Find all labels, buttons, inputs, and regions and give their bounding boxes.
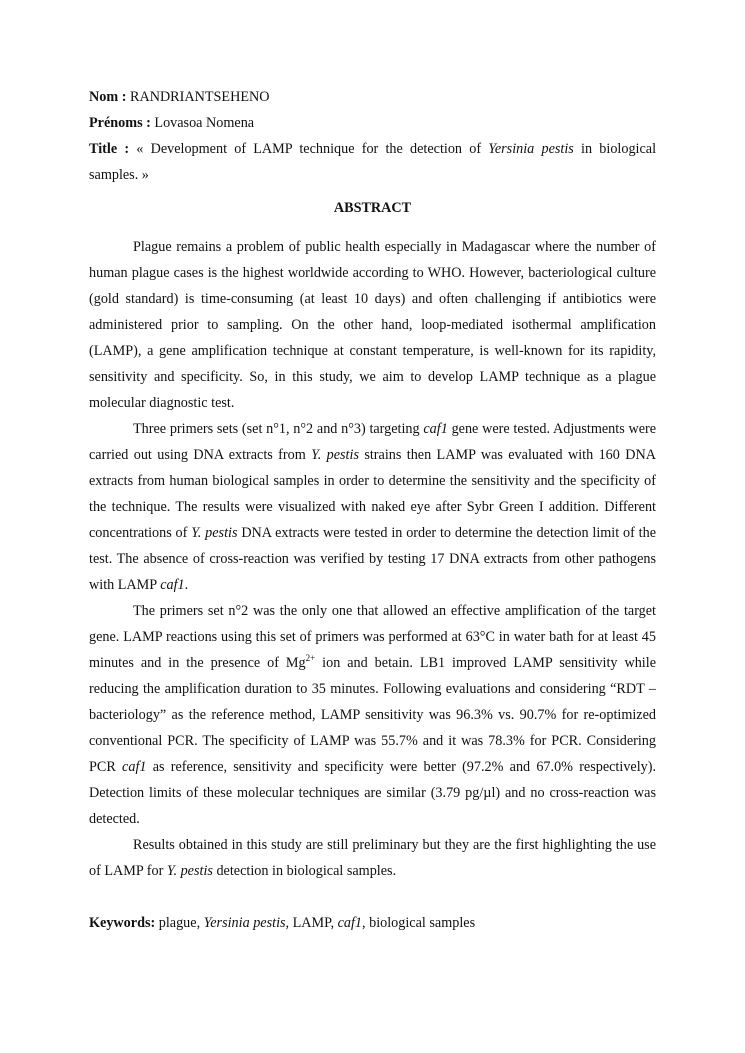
nom-line: [89, 84, 656, 110]
p2-species-1: Y. pestis: [311, 447, 359, 463]
p2-species-2: Y. pestis: [191, 525, 238, 541]
prenoms-line: [89, 110, 656, 136]
p2-gene-caf1-2: caf1: [160, 577, 185, 593]
keywords-label: Keywords:: [89, 915, 156, 931]
keyword-1: plague,: [158, 915, 201, 931]
title-label: Title :: [89, 141, 130, 157]
p2-text-a: Three primers sets (set n°1, n°2 and n°3) targeting: [133, 421, 420, 437]
p3-superscript: 2+: [305, 653, 316, 663]
prenoms-value: Lovasoa Nomena: [154, 115, 255, 131]
keyword-2: Yersinia pestis: [203, 915, 286, 931]
document-page: [89, 84, 656, 936]
abstract-heading: ABSTRACT: [333, 200, 412, 216]
prenoms-label: Prénoms :: [89, 115, 151, 131]
abstract-paragraph-3: [89, 598, 656, 832]
p4-text-b: detection in biological samples.: [216, 863, 397, 879]
keyword-3: , LAMP,: [285, 915, 335, 931]
p3-text-b: ion and betain. LB1 improved LAMP sensitivity while reducing the amplification duration to 35 minutes. Following evaluations and considering “RDT – bacteriology” as the reference method, LAMP sensitivity was 96.3% vs. 90.7% for re-optimized conventional PCR. The specificity of LAMP was 55.7% and it was 78.3% for PCR. Considering PCR: [89, 655, 656, 775]
keywords-line: [89, 910, 656, 936]
p2-text-e: .: [184, 577, 189, 593]
abstract-paragraph-4: [89, 832, 656, 884]
p4-text-a: Results obtained in this study are still preliminary but they are the first highlighting the use of LAMP for: [89, 837, 656, 879]
p3-gene-caf1: caf1: [122, 759, 147, 775]
keyword-4: caf1: [337, 915, 363, 931]
p2-gene-caf1: caf1: [423, 421, 448, 437]
title-line: [89, 136, 656, 188]
nom-value: RANDRIANTSEHENO: [129, 89, 270, 105]
p4-species: Y. pestis: [166, 863, 213, 879]
title-text-end: in biological samples. »: [89, 141, 657, 183]
p3-text-a: The primers set n°2 was the only one that allowed an effective amplification of the target gene. LAMP reactions using this set of primers was performed at 63°C in water bath for at least 45 minutes and in the presence of Mg: [89, 603, 656, 671]
keyword-5: , biological samples: [362, 915, 476, 931]
p2-text-b: gene were tested. Adjustments were carried out using DNA extracts from: [89, 421, 657, 463]
title-text-start: « Development of LAMP technique for the detection of: [136, 141, 482, 157]
nom-label: Nom :: [89, 89, 127, 105]
p1-text: Plague remains a problem of public health especially in Madagascar where the number of human plague cases is the highest worldwide according to WHO. However, bacteriological culture (gold standard) is time-consuming (at least 10 days) and often challenging if antibiotics were administered prior to sampling. On the other hand, loop-mediated isothermal amplification (LAMP), a gene amplification technique at constant temperature, is well-known for its rapidity, sensitivity and specificity. So, in this study, we aim to develop LAMP technique as a plague molecular diagnostic test.: [89, 239, 656, 411]
p2-text-c: strains then LAMP was evaluated with 160 DNA extracts from human biological samples in order to determine the sensitivity and the specificity of the technique. The results were visualized with naked eye after Sybr Green I addition. Different concentrations of: [89, 447, 656, 541]
title-species: Yersinia pestis: [488, 141, 574, 157]
p2-text-d: DNA extracts were tested in order to determine the detection limit of the test. The absence of cross-reaction was verified by testing 17 DNA extracts from other pathogens with LAMP: [89, 525, 656, 593]
p3-text-c: as reference, sensitivity and specificity were better (97.2% and 67.0% respectively). Detection limits of these molecular techniques are similar (3.79 pg/µl) and no cross-reaction was detected.: [89, 759, 657, 827]
abstract-paragraph-2: [89, 416, 656, 598]
abstract-paragraph-1: [89, 234, 656, 416]
